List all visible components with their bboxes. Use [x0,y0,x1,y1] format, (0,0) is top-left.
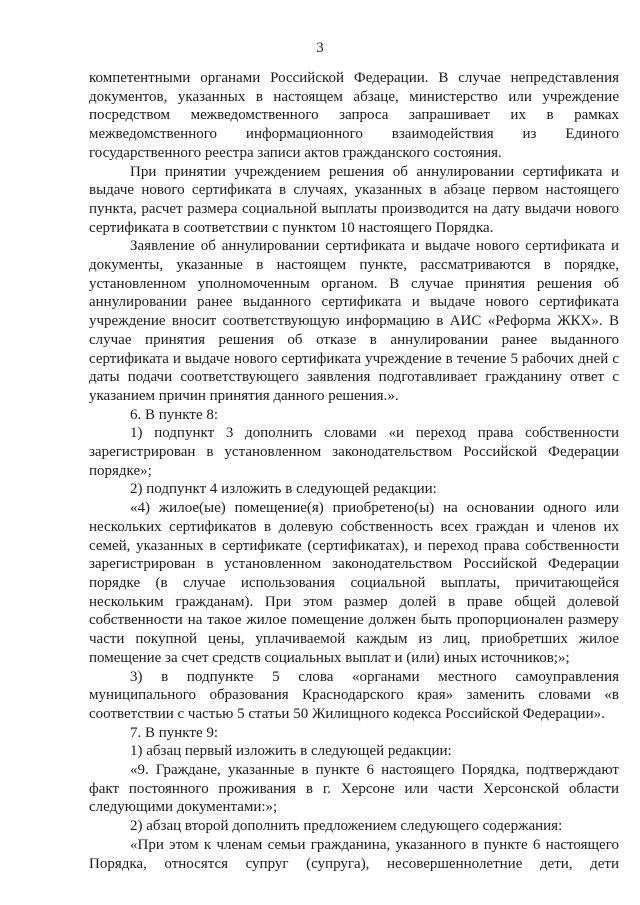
paragraph-5: 1) подпункт 3 дополнить словами «и переход права собственности зарегистрирован в установленном законодательством Российской Федерации порядке»; [89,425,619,479]
paragraph-1: компетентными органами Российской Федерации. В случае непредставления документов, указанных в настоящем абзаце, министерство или учреждение посредством межведомственного запроса запрашивает их в рамках межведомственного информационного взаимодействия из Единого государственного реестра записи актов гражданского состояния. [89,70,619,161]
paragraph-10: 1) абзац первый изложить в следующей редакции: [130,743,452,760]
paragraph-3: Заявление об аннулировании сертификата и выдаче нового сертификата и документы, указанные в настоящем пункте, рассматриваются в порядке, установленном уполномоченным органом. В случае принятия решения об аннулировании ранее выданного сертификата и выдаче нового сертификата учреждение вносит соответствующую информацию в АИС «Реформа ЖКХ». В случае принятия решения об отказе в аннулировании ранее выданного сертификата и выдаче нового сертификата учреждение в течение 5 рабочих дней с даты подачи соответствующего заявления подготавливает гражданину ответ с указанием причин принятия данного решения.». [89,238,619,404]
paragraph-6: 2) подпункт 4 изложить в следующей редакции: [130,481,437,498]
paragraph-7: «4) жилое(ые) помещение(я) приобретено(ы) на основании одного или нескольких сертификатов в долевую собственность всех граждан и членов их семей, указанных в сертификате (сертификатах), и переход права собственности зарегистрирован в установленном законодательством Российской Федерации порядке (в случае использования социальной выплаты, причитающейся нескольким гражданам). При этом размер долей в праве общей долевой собственности на такое жилое помещение должен быть пропорционален размеру части покупной цены, уплачиваемой каждым из лиц, приобретших жилое помещение за счет средств социальных выплат и (или) иных источников;»; [89,500,619,666]
paragraph-8: 3) в подпункте 5 слова «органами местного самоуправления муниципального образования Краснодарского края» заменить словами «в соответствии с частью 5 статьи 50 Жилищного кодекса Российской Федерации». [89,668,619,722]
paragraph-9: 7. В пункте 9: [130,724,219,741]
paragraph-11: «9. Граждане, указанные в пункте 6 настоящего Порядка, подтверждают факт постоянного проживания в г. Херсоне или части Херсонской области следующими документами:»; [89,762,619,816]
paragraph-2: При принятии учреждением решения об аннулировании сертификата и выдаче нового сертификата в случаях, указанных в абзаце первом настоящего пункта, расчет размера социальной выплаты производится на дату выдачи нового сертификата в соответствии с пунктом 10 настоящего Порядка. [89,163,619,236]
page-number: 3 [316,40,324,56]
paragraph-4: 6. В пункте 8: [130,406,219,423]
paragraph-13: «При этом к членам семьи гражданина, указанного в пункте 6 настоящего Порядка, относятся супруг (супруга), несовершеннолетние дети, дети [89,836,619,872]
paragraph-12: 2) абзац второй дополнить предложением следующего содержания: [130,818,563,835]
document-body [89,69,619,873]
